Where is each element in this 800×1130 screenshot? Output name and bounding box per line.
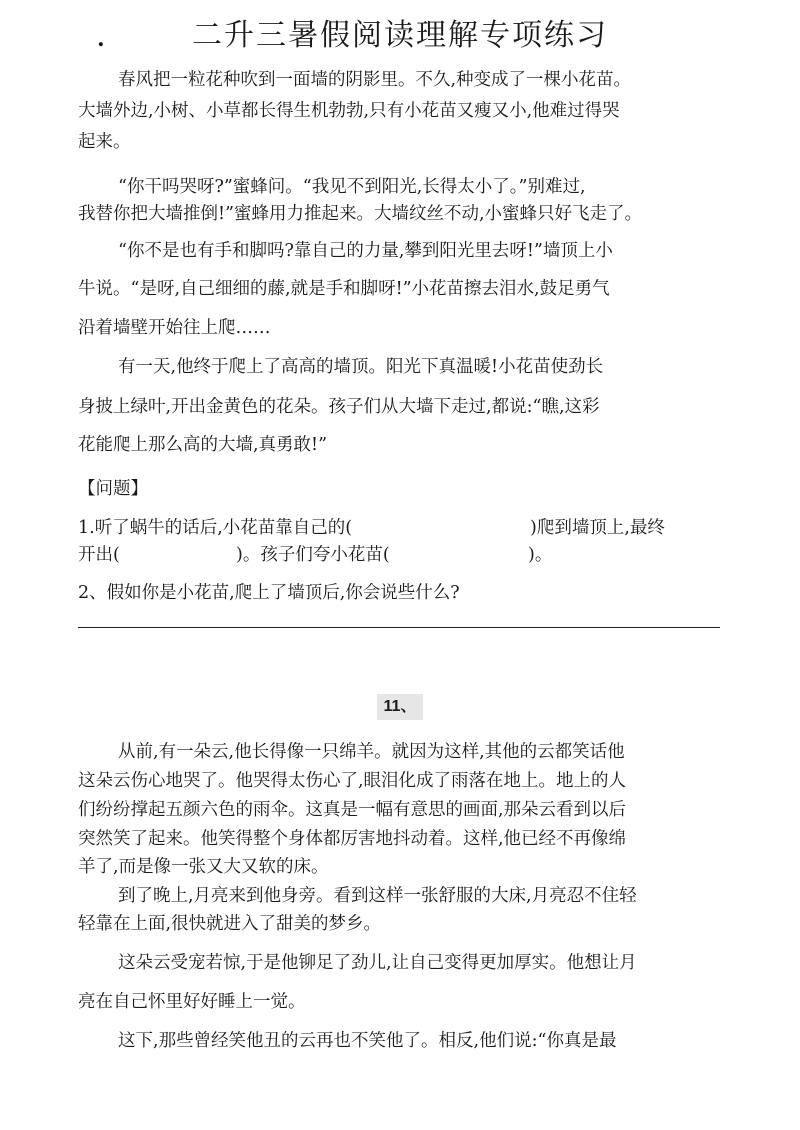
- page-title: 二升三暑假阅读理解专项练习: [192, 18, 608, 53]
- answer-blank[interactable]: [445, 541, 525, 563]
- passage-line: 这朵云伤心地哭了。他哭得太伤心了,眼泪化成了雨落在地上。地上的人: [78, 771, 627, 791]
- passage-line: 从前,有一朵云,他长得像一只绵羊。就因为这样,其他的云都笑话他: [118, 742, 625, 762]
- question-1-text: )爬到墙顶上,最终: [530, 518, 665, 538]
- bullet-dot: .: [97, 26, 105, 52]
- passage-line: 突然笑了起来。他笑得整个身体都厉害地抖动着。这样,他已经不再像绵: [78, 829, 627, 849]
- passage-line: 这朵云受宠若惊,于是他铆足了劲儿,让自己变得更加厚实。他想让月: [118, 953, 637, 973]
- passage-line: 沿着墙壁开始往上爬……: [78, 318, 271, 338]
- passage-line: 身披上绿叶,开出金黄色的花朵。孩子们从大墙下走过,都说:“瞧,这彩: [78, 397, 600, 417]
- passage-line: 春风把一粒花种吹到一面墙的阴影里。不久,种变成了一棵小花苗。: [118, 70, 632, 90]
- passage-line: 大墙外边,小树、小草都长得生机勃勃,只有小花苗又瘦又小,他难过得哭: [78, 101, 620, 121]
- passage-line: “你不是也有手和脚吗?靠自己的力量,攀到阳光里去呀!”墙顶上小: [118, 241, 613, 261]
- questions-heading: 【问题】: [78, 479, 148, 499]
- question-1-text: 1.听了蜗牛的话后,小花苗靠自己的(: [78, 518, 353, 538]
- passage-line: 到了晚上,月亮来到他身旁。看到这样一张舒服的大床,月亮忍不住轻: [118, 886, 637, 906]
- answer-line[interactable]: [78, 627, 720, 628]
- passage-line: 有一天,他终于爬上了高高的墙顶。阳光下真温暖!小花苗使劲长: [118, 357, 604, 377]
- passage-line: 我替你把大墙推倒!”蜜蜂用力推起来。大墙纹丝不动,小蜜蜂只好飞走了。: [78, 204, 643, 224]
- answer-blank[interactable]: [415, 514, 525, 536]
- passage-line: 亮在自己怀里好好睡上一觉。: [78, 992, 306, 1012]
- section-number: 11、: [377, 694, 423, 720]
- question-1-text: 开出(: [78, 545, 120, 565]
- passage-line: 起来。: [78, 132, 131, 152]
- passage-line: 这下,那些曾经笑他丑的云再也不笑他了。相反,他们说:“你真是最: [118, 1031, 617, 1051]
- passage-line: 花能爬上那么高的大墙,真勇敢!”: [78, 435, 328, 455]
- question-2-text: 2、假如你是小花苗,爬上了墙顶后,你会说些什么?: [78, 583, 460, 603]
- passage-line: 们纷纷撑起五颜六色的雨伞。这真是一幅有意思的画面,那朵云看到以后: [78, 800, 627, 820]
- question-1-text: )。孩子们夸小花苗(: [236, 545, 390, 565]
- question-1-text: )。: [528, 545, 553, 565]
- passage-line: 羊了,而是像一张又大又软的床。: [78, 857, 329, 877]
- passage-line: 牛说。“是呀,自己细细的藤,就是手和脚呀!”小花苗擦去泪水,鼓足勇气: [78, 279, 610, 299]
- passage-line: “你干吗哭呀?”蜜蜂问。“我见不到阳光,长得太小了。”别难过,: [118, 177, 586, 197]
- passage-line: 轻靠在上面,很快就进入了甜美的梦乡。: [78, 914, 382, 934]
- answer-blank[interactable]: [132, 541, 232, 563]
